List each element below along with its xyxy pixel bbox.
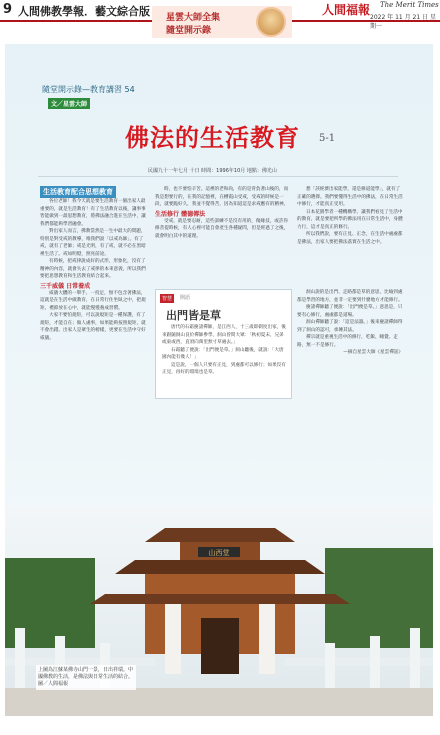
temple-plaque: 山西堂: [208, 549, 230, 557]
paragraph: 受戒，就是要忍耐，這些訓練不是沒有用的，傷緣技，或許你修菩提時候，有人心裡可能自會產生各種疑問，但是經過了之後，就會明白其中的道理。: [155, 218, 289, 239]
page-number: 9: [3, 2, 13, 17]
paragraph: 洞山說的是出門、走路都是草的意思，比喻到處都是學習的地方，並非一定要到什麼地方才能修行。: [297, 290, 403, 303]
paragraph: 洞山禪師聽了說：「這是法器。」後來慶諸禪師得到了洞山的認可，承傳其法。: [297, 320, 403, 333]
section-title: 人間佛教學報．藝文綜合版: [18, 5, 150, 18]
text-column-2: [155, 186, 292, 284]
paragraph: 日本花園學者一種機構學，讓我們看見了生活中的教育，就是要把所學的佛法用在日常生活中，身體力行，這才是真正的修行。: [297, 209, 403, 230]
master-portrait-icon: [256, 7, 286, 37]
promo-line-2: 隨堂開示錄: [166, 26, 212, 36]
issue-date: 2022 年 11 月 21 日 星期一: [370, 14, 436, 30]
sub-heading: 三千威儀 日常養成: [40, 282, 91, 290]
paragraph: 對出家人而言，佛教當然是一生中最大的問題，特別是對受戒的教導，唯我們說「以戒為師」。有了戒，就有了老師；戒是光明，有了戒，就不必在黑暗裡生活了。戒如明燈，照亮前途。: [40, 229, 146, 257]
box-tag: 智慧: [162, 296, 173, 302]
newspaper-logo: 人間福報: [322, 3, 371, 17]
paragraph: 時，也不要怕辛苦。這裡的老和尚，有的是背負著山後的，而我是想要行的，在我的記憶裡，在槽霞山受戒，受戒的時候是一段，就要跪好久，我並不覺得苦，因為知道這是求戒應有的精神。: [155, 187, 289, 207]
box-text: [162, 324, 287, 396]
article-byline: 民國九十一年七月 十日 時間：1996年10月 地點：佛光山: [148, 168, 277, 174]
paragraph: 這是說，一個人只要有正見，到處都可以修行；如果沒有正見，再好的環境也是草。: [162, 362, 286, 375]
article-part: 5-1: [319, 133, 336, 144]
paragraph: 慶諸禪師聽了便說：「出門便是草。」意思是，只要有心修行，處處都是道場。: [297, 305, 403, 318]
paragraph: 威儀大體的一舉手、一投足，無不包含著佛法，這就是在生活中做教育，在日常行住坐臥之中，把規矩、禮節放在心中，就能慢慢養成習慣。: [40, 290, 146, 311]
article-title: 佛法的生活教育: [125, 123, 300, 152]
text-column-1: [40, 186, 148, 506]
author-tag: 文／星雲大師: [48, 98, 90, 109]
text-column-3: [297, 186, 403, 284]
paragraph: 有時候，把戒律說成好的式形，形象化，沒有了精神的內容，就會失去了戒律的本來意義，所以我們要把思想教育和生活教育結合起來。: [40, 259, 146, 279]
quote-source: —摘自星雲大師《星雲禪話》: [343, 350, 403, 355]
masthead: [322, 0, 440, 30]
box-tag-label: 開語: [180, 295, 191, 301]
paragraph: 禪宗就是重視生活中的修行，吃飯、睡覺、走路，無一不是修行。: [297, 335, 398, 348]
paragraph: 石霜聽了便說：「出門便是草。」洞山聽後，就說：「大唐國內能有幾人！」: [162, 347, 284, 360]
column-series: 隨堂開示錄—教育講習 54: [42, 85, 135, 94]
paragraph: 所以我們說，要有正見、正念，在生活中處處都是佛法，出家人要把佛法落實在生活之中。: [297, 232, 403, 245]
promo-banner: [152, 6, 292, 38]
divider: [38, 176, 398, 177]
wisdom-box: [155, 289, 292, 399]
paragraph: 各位老師！我今天就是要生活教育一個出家人最重要的，就是生活教育！有了生活教育以後，讓事事皆能做到一最思想教育，將佛法融合進在生活中，讓我們都能夠學習融會。: [40, 199, 146, 227]
paragraph: 想「該經濟出家能學，還是修道能學」，就有了正確的選擇。我們要懂得生活中的佛法，在日常生活中修行，才能真正受用。: [297, 187, 403, 207]
paragraph: 大家不要怕規矩，可以說規矩是一種保護，有了規矩，才能自在；做人處事，如果能夠按照規矩，就不會出錯。出家人是眾生的榜樣，更要在生活中守好威儀。: [40, 313, 146, 341]
paragraph: 唐代的石霜慶諸禪師，是江西人，十三歲即剃度出家，後來跟隨洞山良价禪師參學，洞山曾問大眾：「秋初夏末，兄弟或東或西，直須向萬里無寸草處去。」: [162, 325, 286, 345]
box-title: 出門皆是草: [166, 309, 221, 322]
text-column-3-lower: [297, 289, 403, 489]
photo-caption: 上圖為江蘇某佛寺山門一景，日出祥瑞。中國佛教的生活，是佛法與日常生活的結合。圖／人間福報: [36, 665, 136, 690]
promo-line-1: 星雲大師全集: [166, 13, 221, 23]
newspaper-english-name: The Merit Times: [380, 1, 439, 9]
sub-heading: 生活修行 體德傳法: [155, 210, 206, 218]
section-heading: 生活教育配合思想教育: [40, 186, 116, 198]
